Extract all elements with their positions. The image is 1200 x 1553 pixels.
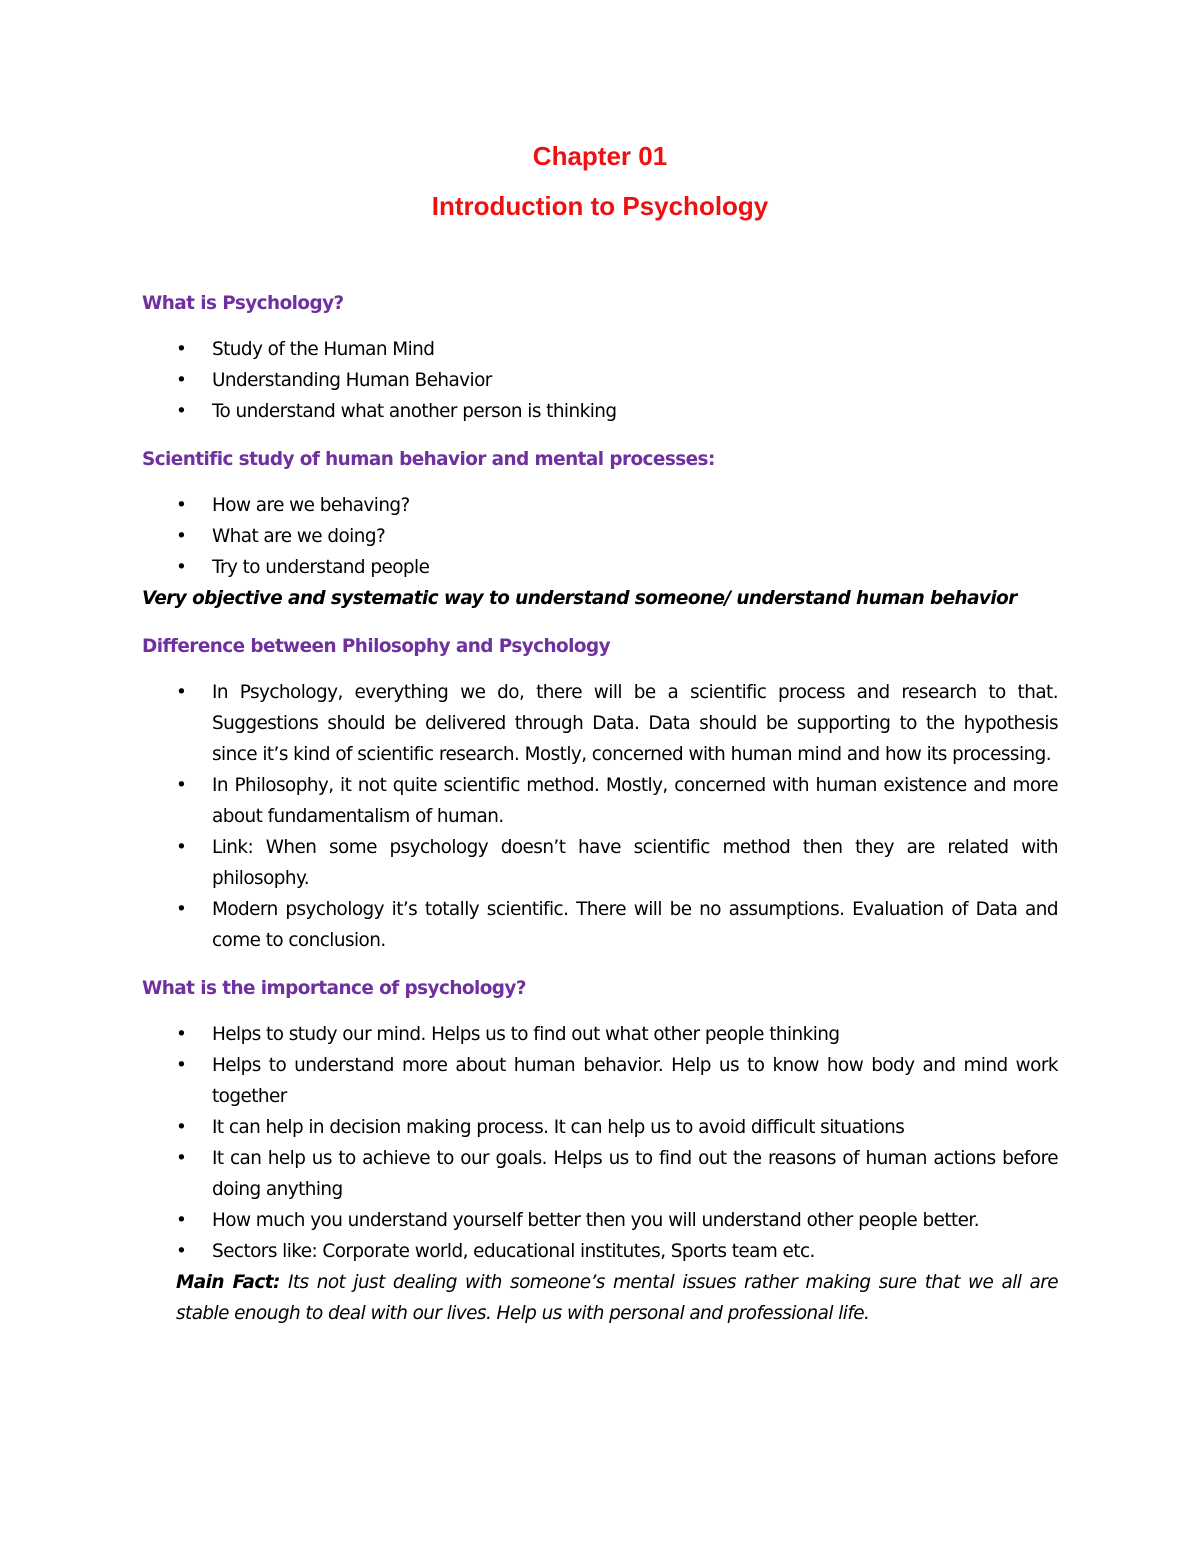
list-item: • It can help us to achieve to our goals. Helps us to find out the reasons of human actions before doing anything — [142, 1143, 1058, 1205]
main-fact-text: Its not just dealing with someone’s mental issues rather making sure that we all are stable enough to deal with our lives. Help us with personal and professional life. — [176, 1272, 1059, 1324]
bullet-icon: • — [176, 339, 187, 360]
bullet-icon: • — [176, 401, 187, 422]
list-item: • In Psychology, everything we do, there will be a scientific process and research to that. Suggestions should be delivered through Data. Data should be supporting to the hypothesis since it’s kind of scientific research. Mostly, concerned with human mind and how its processing. — [142, 677, 1058, 770]
heading-what-is-psychology: What is Psychology? — [142, 293, 344, 314]
bullet-icon: • — [176, 775, 187, 796]
bullet-icon: • — [176, 370, 187, 391]
bullet-icon: • — [176, 1241, 187, 1262]
heading-difference: Difference between Philosophy and Psychology — [142, 636, 611, 657]
list-importance — [142, 1019, 1058, 1267]
list-scientific-study — [142, 490, 1058, 583]
list-item: • Modern psychology it’s totally scientific. There will be no assumptions. Evaluation of Data and come to conclusion. — [142, 894, 1058, 956]
bullet-icon: • — [176, 1055, 187, 1076]
list-item: • Understanding Human Behavior — [142, 365, 1058, 396]
list-what-is-psychology — [142, 334, 1058, 427]
list-item: • How much you understand yourself better then you will understand other people better. — [142, 1205, 1058, 1236]
list-item: • Link: When some psychology doesn’t have scientific method then they are related with philosophy. — [142, 832, 1058, 894]
list-item: • What are we doing? — [142, 521, 1058, 552]
bullet-icon: • — [176, 837, 187, 858]
list-item: • To understand what another person is thinking — [142, 396, 1058, 427]
main-fact-paragraph — [176, 1267, 1058, 1329]
document-body — [142, 288, 1058, 1329]
list-item: • Try to understand people — [142, 552, 1058, 583]
main-fact-label: Main Fact: — [176, 1272, 280, 1293]
bullet-icon: • — [176, 557, 187, 578]
list-item: • In Philosophy, it not quite scientific method. Mostly, concerned with human existence and more about fundamentalism of human. — [142, 770, 1058, 832]
objective-statement: Very objective and systematic way to understand someone/ understand human behavior — [142, 588, 1017, 609]
bullet-icon: • — [176, 1117, 187, 1138]
list-item: • Helps to study our mind. Helps us to find out what other people thinking — [142, 1019, 1058, 1050]
list-difference — [142, 677, 1058, 956]
bullet-icon: • — [176, 682, 187, 703]
bullet-icon: • — [176, 1210, 187, 1231]
list-item: • Sectors like: Corporate world, educational institutes, Sports team etc. — [142, 1236, 1058, 1267]
list-item: • Helps to understand more about human behavior. Help us to know how body and mind work together — [142, 1050, 1058, 1112]
bullet-icon: • — [176, 899, 187, 920]
bullet-icon: • — [176, 1024, 187, 1045]
bullet-icon: • — [176, 1148, 187, 1169]
list-item: • Study of the Human Mind — [142, 334, 1058, 365]
bullet-icon: • — [176, 495, 187, 516]
bullet-icon: • — [176, 526, 187, 547]
heading-importance: What is the importance of psychology? — [142, 978, 526, 999]
chapter-title: Introduction to Psychology — [431, 191, 769, 221]
list-item: • It can help in decision making process. It can help us to avoid difficult situations — [142, 1112, 1058, 1143]
heading-scientific-study: Scientific study of human behavior and mental processes: — [142, 449, 715, 470]
list-item: • How are we behaving? — [142, 490, 1058, 521]
chapter-number: Chapter 01 — [532, 141, 668, 171]
